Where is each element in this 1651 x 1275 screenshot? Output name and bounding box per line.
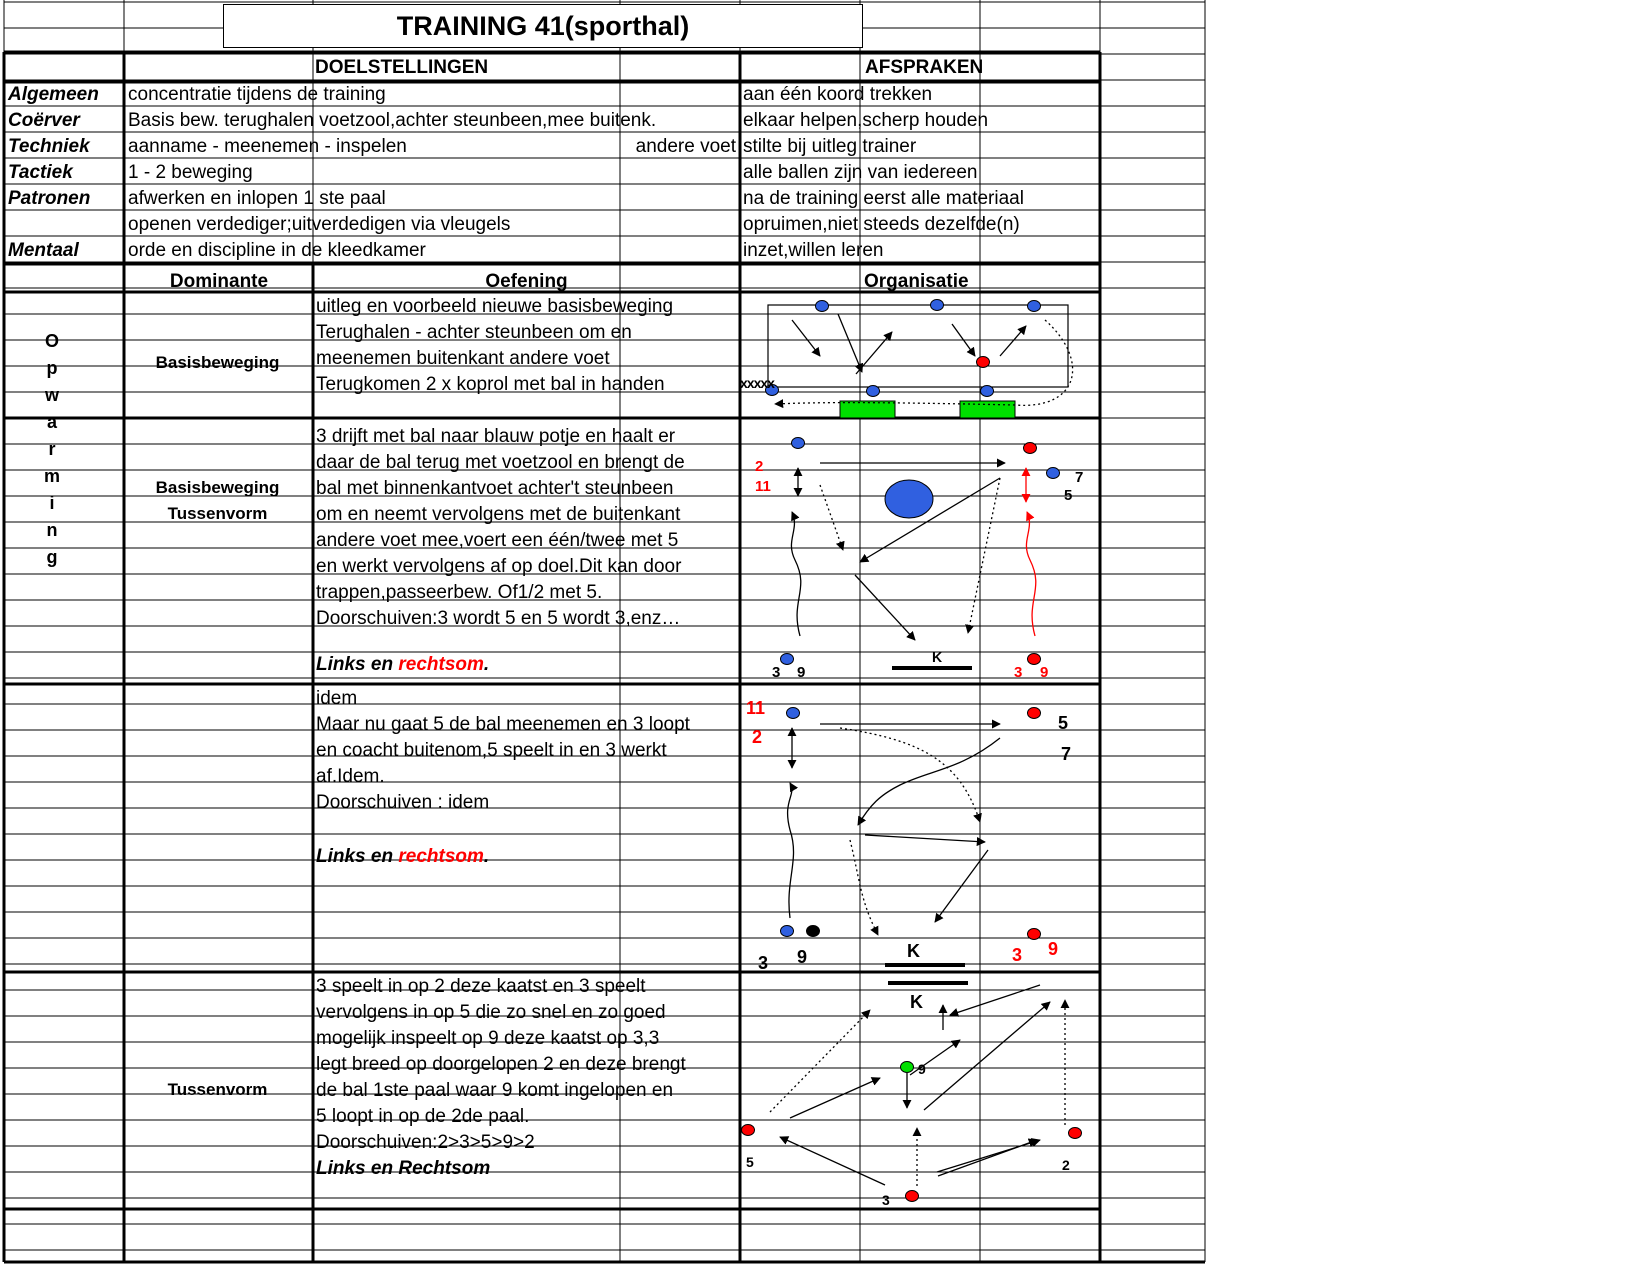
exercise-line: om en neemt vervolgens met de buitenkant: [316, 504, 681, 525]
d3-label-9r: 9: [1048, 939, 1059, 959]
doelstellingen-header: DOELSTELLINGEN: [315, 57, 489, 78]
exercise-line: Doorschuiven:2>3>5>9>2: [316, 1132, 535, 1153]
d3-label-5: 5: [1058, 713, 1069, 733]
exercise-line: vervolgens in op 5 die zo snel en zo goed: [316, 1002, 666, 1023]
run-path-arrow: [820, 485, 843, 550]
dominante-header: Dominante: [169, 271, 269, 292]
player-dot: [742, 1124, 755, 1135]
footer-rechtsom: rechtsom: [398, 846, 484, 867]
run-path-arrow: [968, 478, 1000, 633]
exercise-line: andere voet mee,voert een één/twee met 5: [316, 530, 679, 551]
objective-text: openen verdediger;uitverdedigen via vleugels: [128, 214, 511, 235]
run-path-arrow: [770, 1010, 870, 1112]
d3-label-2: 2: [752, 727, 763, 747]
footer-links: Links en: [316, 846, 399, 867]
d2-label-2: 2: [755, 458, 764, 475]
exercise-line: en coacht buitenom,5 speelt in en 3 werkt: [316, 740, 667, 761]
player-dot: [787, 707, 800, 718]
player-dot: [867, 385, 880, 396]
exercise-line: 3 drijft met bal naar blauw potje en haalt er: [316, 426, 676, 447]
player-dot: [1069, 1127, 1082, 1138]
player-dot: [1028, 653, 1041, 664]
afspraak-text: elkaar helpen,scherp houden: [743, 110, 989, 131]
player-dot: [1028, 300, 1041, 311]
pass-arrow: [855, 575, 915, 640]
d4-keeper-label: K: [910, 992, 923, 1012]
player-dot: [816, 300, 829, 311]
player-dot: [977, 356, 990, 367]
dribble-path: [1015, 320, 1073, 405]
exercise-line: bal met binnenkantvoet achter't steunbeen: [316, 478, 674, 499]
d2-label-9b: 9: [1040, 664, 1049, 681]
d2-label-3b: 3: [1014, 664, 1023, 681]
d4-label-9: 9: [918, 1061, 926, 1077]
player-dot: [781, 925, 794, 936]
footer-links: Links en: [316, 654, 399, 675]
player-dot: [1028, 928, 1041, 939]
vertical-letter: g: [46, 547, 58, 567]
exercise-line: trappen,passeerbew. Of1/2 met 5.: [316, 582, 603, 603]
d4-label-3: 3: [882, 1192, 890, 1208]
player-dot: [981, 385, 994, 396]
exercise-line: Links en Rechtsom: [316, 1158, 491, 1179]
objective-label: Mentaal: [8, 240, 79, 261]
d4-label-5: 5: [746, 1154, 754, 1170]
dribble-path: [788, 783, 794, 918]
vertical-letter: a: [46, 412, 57, 432]
vertical-letter: w: [44, 385, 59, 405]
vertical-letter: m: [43, 466, 60, 486]
objective-label: Techniek: [8, 136, 90, 157]
d2-label-9a: 9: [797, 664, 806, 681]
vertical-letter: p: [46, 358, 58, 378]
exercise-line: Doorschuiven:3 wordt 5 en 5 wordt 3,enz…: [316, 608, 681, 629]
exercise-line: idem: [316, 688, 358, 709]
oefening-header: Oefening: [485, 271, 568, 292]
dominante-label: Basisbeweging: [155, 353, 280, 372]
cone-mat: [840, 401, 895, 418]
pass-arrow: [1000, 326, 1026, 356]
objective-text: Basis bew. terughalen voetzool,achter steunbeen,mee buitenk.: [128, 110, 657, 131]
pass-arrow: [790, 1078, 880, 1118]
objective-text: 1 - 2 beweging: [128, 162, 253, 183]
page-title: TRAINING 41(sporthal): [223, 4, 863, 48]
player-dot: [781, 653, 794, 664]
exercise-line: Terugkomen 2 x koprol met bal in handen: [316, 374, 665, 395]
pass-arrow: [780, 1137, 885, 1185]
exercise-footer: [316, 654, 489, 676]
dominante-label: Tussenvorm: [167, 1080, 268, 1099]
d3-keeper-label: K: [907, 941, 920, 961]
player-dot: [807, 925, 820, 936]
d3-label-7: 7: [1061, 744, 1072, 764]
d4-label-2: 2: [1062, 1157, 1070, 1173]
d3-label-9: 9: [797, 947, 808, 967]
d2-label-11: 11: [755, 478, 771, 495]
exercise-line: 5 loopt in op de 2de paal.: [316, 1106, 530, 1127]
exercise-line: Maar nu gaat 5 de bal meenemen en 3 loopt: [316, 714, 690, 735]
d3-label-11: 11: [746, 698, 766, 718]
player-dot: [901, 1061, 914, 1072]
dominante-label: Basisbeweging: [155, 478, 280, 497]
player-dot: [1028, 707, 1041, 718]
vertical-letter: i: [49, 493, 55, 513]
afspraak-text: stilte bij uitleg trainer: [743, 136, 917, 157]
afspraak-text: inzet,willen leren: [743, 240, 884, 261]
objective-label: Algemeen: [8, 84, 99, 105]
afspraken-header: AFSPRAKEN: [865, 57, 984, 78]
exercise-line: 3 speelt in op 2 deze kaatst en 3 speelt: [316, 976, 646, 997]
dribble-path: [850, 840, 878, 935]
exercise-line: uitleg en voorbeeld nieuwe basisbeweging: [316, 296, 674, 317]
exercise-line: meenemen buitenkant andere voet: [316, 348, 610, 369]
player-dot: [1024, 442, 1037, 453]
objective-label: Patronen: [8, 188, 91, 209]
pass-arrow: [838, 314, 862, 372]
pass-arrow: [792, 320, 820, 356]
exercise-line: Terughalen - achter steunbeen om en: [316, 322, 632, 343]
vertical-letter: n: [46, 520, 58, 540]
exercise-line: af.Idem.: [316, 766, 385, 787]
exercise-line: legt breed op doorgelopen 2 en deze brengt: [316, 1054, 686, 1075]
player-dot: [931, 299, 944, 310]
objective-text: orde en discipline in de kleedkamer: [128, 240, 426, 261]
footer-dot: .: [483, 846, 490, 867]
player-dot: [1047, 467, 1060, 478]
objective-extra: andere voet: [635, 136, 736, 157]
objective-label: Tactiek: [8, 162, 73, 183]
objective-text: afwerken en inlopen 1 ste paal: [128, 188, 386, 209]
exercise-line: de bal 1ste paal waar 9 komt ingelopen en: [316, 1080, 674, 1101]
exercise-line: en werkt vervolgens af op doel.Dit kan door: [316, 556, 682, 577]
vertical-letter: r: [48, 439, 56, 459]
d3-label-3r: 3: [1012, 945, 1023, 965]
organisatie-header: Organisatie: [864, 271, 969, 292]
exercise-line: daar de bal terug met voetzool en brengt de: [316, 452, 685, 473]
objective-text: aanname - meenemen - inspelen: [128, 136, 407, 157]
objective-text: concentratie tijdens de training: [128, 84, 386, 105]
footer-rechtsom: rechtsom: [398, 654, 484, 675]
d2-label-7: 7: [1075, 469, 1084, 486]
d2-label-5: 5: [1064, 487, 1073, 504]
pass-arrow: [856, 332, 892, 374]
afspraak-text: alle ballen zijn van iedereen: [743, 162, 978, 183]
d2-keeper-label: K: [932, 649, 943, 665]
blue-pot: [885, 480, 933, 518]
footer-dot: .: [483, 654, 490, 675]
player-dot: [906, 1190, 919, 1201]
pass-arrow: [937, 1140, 1040, 1172]
exercise-line: Doorschuiven : idem: [316, 792, 490, 813]
pass-arrow: [865, 835, 985, 842]
d2-label-3a: 3: [772, 664, 781, 681]
crosses-label: xxxxx: [740, 375, 774, 391]
exercise-line: mogelijk inspeelt op 9 deze kaatst op 3,3: [316, 1028, 660, 1049]
d3-label-3: 3: [758, 953, 769, 973]
afspraak-text: na de training eerst alle materiaal: [743, 188, 1024, 209]
afspraak-text: opruimen,niet steeds dezelfde(n): [743, 214, 1020, 235]
afspraak-text: aan één koord trekken: [743, 84, 933, 105]
exercise-footer: [316, 846, 489, 868]
vertical-letter: O: [44, 331, 59, 351]
dominante-label: Tussenvorm: [167, 504, 268, 523]
player-dot: [792, 437, 805, 448]
objective-label: Coërver: [8, 110, 80, 131]
